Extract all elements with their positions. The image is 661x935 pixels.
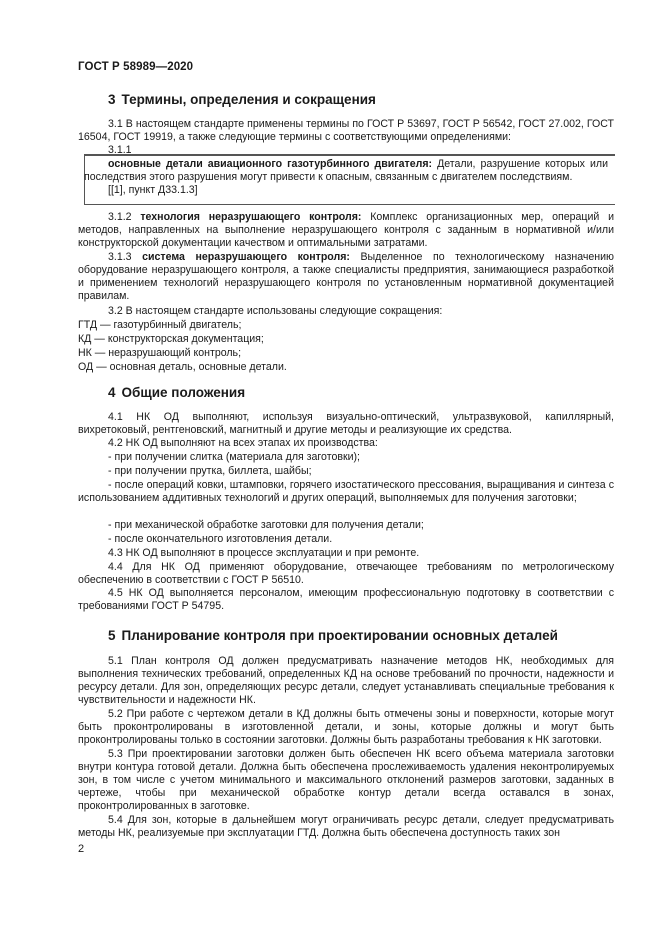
paragraph-4-1: 4.1 НК ОД выполняют, используя визуально-оптический, ультразвуковой, капиллярный, вихретоковый, рентгеновский, магнитный и другие методы и реализующие их средства. [78,411,614,437]
paragraph-4-2: 4.2 НК ОД выполняют на всех этапах их производства: [108,437,378,449]
paragraph-3-1-1-number: 3.1.1 [108,144,132,156]
section-4-heading [108,385,245,400]
term-name: система неразрушающего контроля: [142,251,350,263]
paragraph-number: 3.1.2 [108,211,141,223]
abbreviation-item: КД — конструкторская документация; [78,333,264,345]
term-text: Выделенное по технологическому назначению оборудование неразрушающего контроля, а также специалисты предприятия, занимающиеся разработкой и применением технологий неразрушающего контроля по установленным нормативной документацией правилам. [78,251,614,303]
section-title: Общие положения [121,385,246,400]
paragraph-4-3: 4.3 НК ОД выполняют в процессе эксплуатации и при ремонте. [108,547,420,559]
abbreviation-item: ОД — основная деталь, основные детали. [78,361,287,373]
paragraph-3-2: 3.2 В настоящем стандарте использованы следующие сокращения: [108,305,443,317]
paragraph-3-1-3 [78,251,614,303]
paragraph-5-4: 5.4 Для зон, которые в дальнейшем могут ограничивать ресурс детали, следует предусматривать методы НК, реализуемые при эксплуатации ГТД. Должна быть обеспечена доступность таких зон [78,814,614,840]
list-item: - при механической обработке заготовки для получения детали; [108,519,424,531]
abbreviation-item: ГТД — газотурбинный двигатель; [78,319,242,331]
section-title: Термины, определения и сокращения [121,92,376,107]
page-number: 2 [78,843,85,855]
paragraph-5-2: 5.2 При работе с чертежом детали в КД должны быть отмечены зоны и поверхности, которые могут быть проконтролированы в изготовленной детали, и зоны, которые должны и могут быть проконтролированы только в состоянии заготовки. Должны быть разработаны требования к НК заготовки. [78,708,614,747]
paragraph-3-1-2 [78,211,614,250]
section-title: Планирование контроля при проектировании основных деталей [121,628,558,643]
paragraph-5-3: 5.3 При проектировании заготовки должен быть обеспечен НК всего объема материала заготовки внутри контура готовой детали. Должна быть обеспечена прослеживаемость удаления неконтролируемых зон, в том числе с учетом минимального и максимального отклонений размеров заготовки, заданных в чертеже, чтобы при механической обработке контур детали всегда оставался в зонах, проконтролированных в заготовке. [78,748,614,813]
section-5-heading [108,628,558,643]
paragraph-number: 3.1.3 [108,251,143,263]
term-text: Детали, разрушение которых или последствия этого разрушения могут привести к опасным, связанным с двигателем последствиям. [84,158,609,184]
list-item: - при получении слитка (материала для заготовки); [108,451,360,463]
running-header: ГОСТ Р 58989—2020 [78,61,194,73]
paragraph-3-1: 3.1 В настоящем стандарте применены термины по ГОСТ Р 53697, ГОСТ Р 56542, ГОСТ 27.002, ГОСТ 16504, ГОСТ 19919, а также следующие термины с соответствующими определениями: [78,118,614,144]
list-item: - после операций ковки, штамповки, горячего изостатического прессования, выращивания и синтеза с использованием аддитивных технологий и других операций, выполняемых для получения заготовки; [78,479,614,505]
section-number: 5 [108,628,116,643]
term-definition-3-1-1 [84,158,608,184]
paragraph-4-5: 4.5 НК ОД выполняется персоналом, имеющим профессиональную подготовку в соответствии с требованиями ГОСТ Р 54795. [78,587,614,613]
paragraph-4-4: 4.4 Для НК ОД применяют оборудование, отвечающее требованиям по метрологическому обеспечению в соответствии с ГОСТ Р 56510. [78,561,614,587]
section-number: 3 [108,92,116,107]
term-reference: [[1], пункт Д33.1.3] [108,184,198,196]
paragraph-5-1: 5.1 План контроля ОД должен предусматривать назначение методов НК, необходимых для выполнения технических требований, определенных КД на основе требований по прочности, надежности и ресурсу детали. Для зон, определяющих ресурс детали, следует устанавливать специальные требования к чувствительности и надежности НК. [78,655,614,707]
term-name: технология неразрушающего контроля: [140,211,362,223]
list-item: - при получении прутка, биллета, шайбы; [108,465,312,477]
term-text: Комплекс организационных мер, операций и методов, направленных на выполнение неразрушающего контроля с заданным в нормативной и/или конструкторской документации качеством и оптимальными затратами. [78,211,614,250]
section-number: 4 [108,385,116,400]
term-name: основные детали авиационного газотурбинного двигателя: [108,158,433,170]
abbreviation-item: НК — неразрушающий контроль; [78,347,242,359]
section-3-heading [108,92,376,107]
list-item: - после окончательного изготовления детали. [108,533,333,545]
